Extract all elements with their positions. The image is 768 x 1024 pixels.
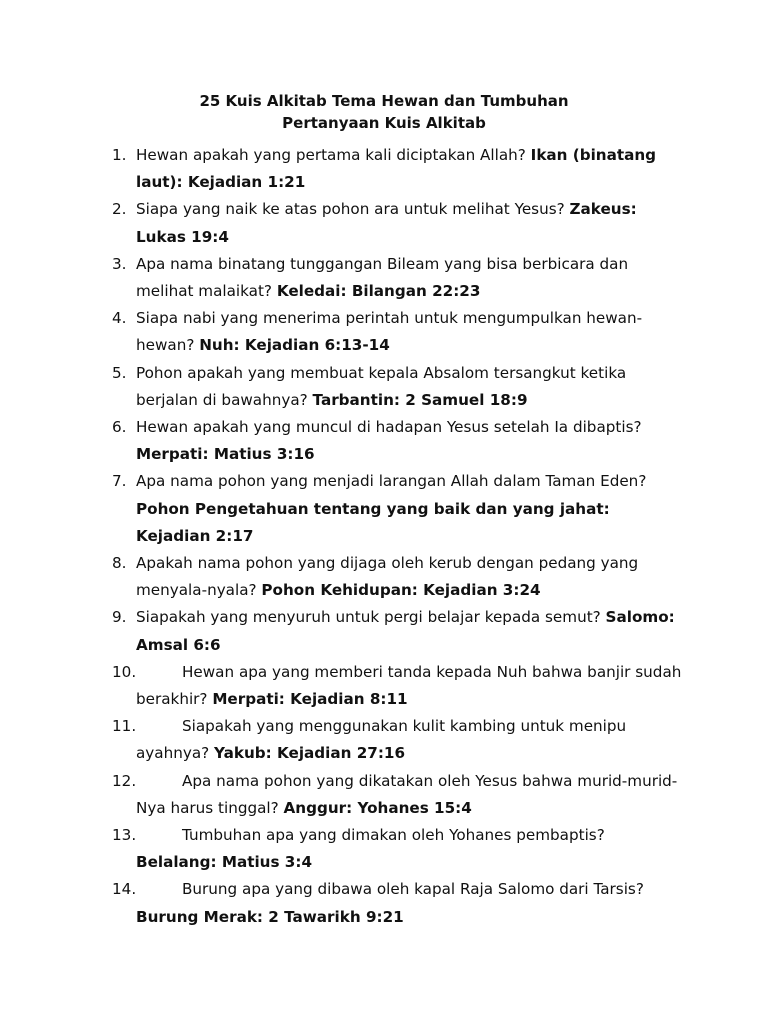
list-item [0, 876, 684, 930]
list-item [0, 142, 684, 196]
question-text: Siapakah yang menggunakan kulit kambing untuk menipu ayahnya? [136, 717, 627, 763]
question-text: Pohon apakah yang membuat kepala Absalom tersangkut ketika berjalan di bawahnya? [136, 363, 627, 409]
list-item [0, 468, 684, 550]
question-number: 2. [112, 200, 127, 219]
list-item [0, 713, 684, 767]
question-number: 12. [112, 771, 137, 790]
question-text: Burung apa yang dibawa oleh kapal Raja Salomo dari Tarsis? [182, 880, 644, 899]
question-text: Apa nama pohon yang menjadi larangan Allah dalam Taman Eden? [136, 472, 647, 491]
answer-text: Pohon Kehidupan: Kejadian 3:24 [261, 581, 541, 600]
question-text: Hewan apakah yang pertama kali diciptakan Allah? [136, 146, 526, 164]
question-text: Apa nama pohon yang dikatakan oleh Yesus bahwa murid-murid-Nya harus tinggal? [136, 771, 678, 817]
answer-text: Yakub: Kejadian 27:16 [214, 744, 406, 763]
answer-text: Pohon Pengetahuan tentang yang baik dan yang jahat: Kejadian 2:17 [136, 499, 610, 545]
list-item [0, 822, 684, 876]
answer-text: Anggur: Yohanes 15:4 [283, 798, 472, 817]
question-number: 9. [112, 608, 127, 627]
list-item [0, 550, 684, 604]
question-text: Hewan apa yang memberi tanda kepada Nuh bahwa banjir sudah berakhir? [136, 662, 682, 709]
question-text: Hewan apakah yang muncul di hadapan Yesus setelah Ia dibaptis? [136, 418, 642, 437]
question-number: 11. [112, 717, 137, 736]
question-number: 14. [112, 880, 137, 899]
question-number: 4. [112, 309, 127, 328]
list-item [0, 659, 684, 713]
answer-text: Nuh: Kejadian 6:13-14 [199, 336, 390, 355]
question-number: 10. [112, 662, 137, 681]
answer-text: Keledai: Bilangan 22:23 [276, 282, 481, 301]
question-text: Tumbuhan apa yang dimakan oleh Yohanes pembaptis? [182, 826, 605, 845]
question-number: 8. [112, 554, 127, 573]
answer-text: Zakeus: Lukas 19:4 [136, 200, 637, 246]
document-title: 25 Kuis Alkitab Tema Hewan dan Tumbuhan [199, 92, 569, 110]
list-item [0, 196, 684, 250]
answer-text: Burung Merak: 2 Tawarikh 9:21 [136, 907, 404, 926]
list-item [0, 305, 684, 359]
question-list [0, 142, 768, 931]
answer-text: Salomo: Amsal 6:6 [136, 608, 675, 654]
question-number: 6. [112, 418, 127, 437]
answer-text: Belalang: Matius 3:4 [136, 853, 313, 872]
question-number: 7. [112, 472, 127, 491]
answer-text: Ikan (binatang laut): Kejadian 1:21 [136, 146, 657, 192]
list-item [0, 251, 684, 305]
question-text: Siapa nabi yang menerima perintah untuk mengumpulkan hewan-hewan? [136, 309, 643, 355]
question-number: 5. [112, 363, 127, 382]
list-item [0, 414, 684, 468]
question-text: Siapa yang naik ke atas pohon ara untuk melihat Yesus? [136, 200, 565, 219]
question-text: Apa nama binatang tunggangan Bileam yang bisa berbicara dan melihat malaikat? [136, 254, 629, 301]
answer-text: Tarbantin: 2 Samuel 18:9 [312, 390, 528, 409]
question-number: 13. [112, 826, 137, 845]
question-text: Siapakah yang menyuruh untuk pergi belajar kepada semut? [136, 608, 601, 627]
question-text: Apakah nama pohon yang dijaga oleh kerub dengan pedang yang menyala-nyala? [136, 554, 639, 600]
answer-text: Merpati: Matius 3:16 [136, 445, 315, 464]
answer-text: Merpati: Kejadian 8:11 [212, 690, 408, 709]
question-number: 3. [112, 254, 127, 273]
list-item [0, 768, 684, 822]
title-block [0, 90, 768, 134]
list-item [0, 604, 684, 658]
document-subtitle: Pertanyaan Kuis Alkitab [282, 114, 486, 132]
question-number: 1. [112, 146, 127, 164]
list-item [0, 360, 684, 414]
